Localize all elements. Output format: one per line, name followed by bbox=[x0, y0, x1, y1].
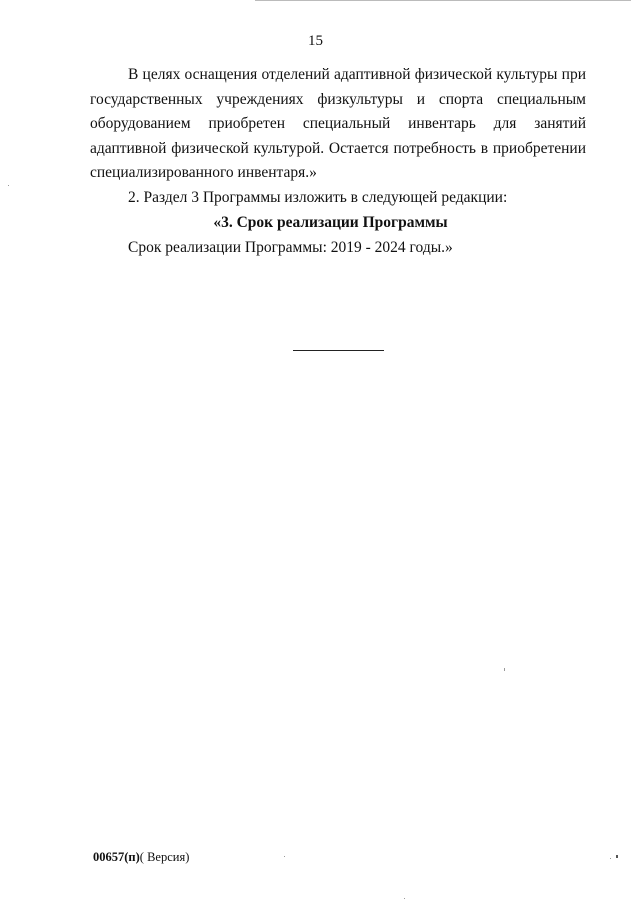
footer-code-number: 00657(п) bbox=[93, 850, 140, 864]
scan-speck bbox=[504, 668, 505, 671]
paragraph-amendment: 2. Раздел 3 Программы изложить в следующей редакции: bbox=[128, 189, 508, 206]
footer-document-code bbox=[93, 850, 189, 865]
paragraph-term: Срок реализации Программы: 2019 - 2024 годы.» bbox=[128, 239, 453, 256]
end-divider-line bbox=[293, 350, 384, 351]
page-number: 15 bbox=[308, 33, 323, 49]
footer-version: ( Версия) bbox=[139, 850, 190, 864]
scan-speck bbox=[8, 185, 9, 186]
scan-speck bbox=[610, 858, 611, 859]
scan-speck bbox=[404, 898, 405, 899]
section-heading: «3. Срок реализации Программы bbox=[213, 214, 448, 231]
paragraph-equipment: В целях оснащения отделений адаптивной физической культуры при государственных учреждениях физкультуры и спорта специальным оборудованием приобретен специальный инвентарь для занятий адаптивной физической культурой. Остается потребность в приобретении специализированного инвентаря.» bbox=[90, 66, 586, 181]
scan-speck bbox=[284, 856, 285, 857]
top-edge-line bbox=[255, 0, 631, 1]
scan-speck bbox=[616, 855, 618, 858]
